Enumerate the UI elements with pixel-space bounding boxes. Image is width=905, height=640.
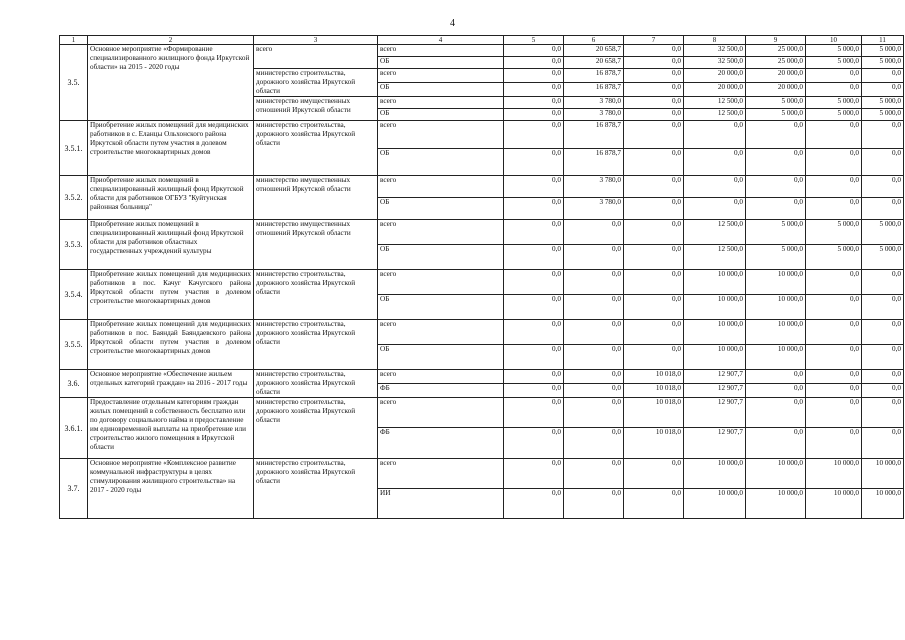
- amount-cell: 5 000,0: [806, 220, 862, 245]
- amount-cell: 0,0: [624, 69, 684, 83]
- amount-cell: 0,0: [684, 121, 746, 149]
- amount-cell: 0,0: [746, 121, 806, 149]
- amount-cell: 0,0: [504, 428, 564, 459]
- table-row: [60, 176, 904, 198]
- amount-cell: 0,0: [806, 295, 862, 320]
- column-number-cell: 8: [684, 36, 746, 45]
- table-row: [60, 398, 904, 428]
- funding-source-cell: ОБ: [378, 109, 504, 121]
- amount-cell: 10 000,0: [684, 320, 746, 345]
- amount-cell: 3 780,0: [564, 176, 624, 198]
- amount-cell: 10 000,0: [684, 295, 746, 320]
- table-row: [60, 320, 904, 345]
- amount-cell: 0,0: [624, 121, 684, 149]
- funding-source-cell: ОБ: [378, 345, 504, 370]
- column-number-row: [60, 36, 904, 45]
- amount-cell: 0,0: [624, 345, 684, 370]
- amount-cell: 12 907,7: [684, 370, 746, 384]
- amount-cell: 0,0: [564, 384, 624, 398]
- item-name: Основное мероприятие «Обеспечение жильем отдельных категорий граждан» на 2016 - 2017 годы: [88, 370, 254, 398]
- amount-cell: 0,0: [504, 384, 564, 398]
- amount-cell: 10 000,0: [684, 345, 746, 370]
- amount-cell: 0,0: [624, 45, 684, 57]
- item-code: 3.6.: [60, 370, 88, 398]
- amount-cell: 0,0: [862, 69, 904, 83]
- amount-cell: 0,0: [504, 97, 564, 109]
- amount-cell: 0,0: [624, 176, 684, 198]
- amount-cell: 5 000,0: [806, 109, 862, 121]
- amount-cell: 20 000,0: [684, 69, 746, 83]
- amount-cell: 0,0: [564, 270, 624, 295]
- amount-cell: 0,0: [504, 295, 564, 320]
- amount-cell: 0,0: [624, 295, 684, 320]
- amount-cell: 0,0: [862, 384, 904, 398]
- amount-cell: 0,0: [862, 270, 904, 295]
- item-code: 3.5.3.: [60, 220, 88, 270]
- item-name: Основное мероприятие «Формирование специализированного жилищного фонда Иркутской области» на 2015 - 2020 годы: [88, 45, 254, 121]
- amount-cell: 10 018,0: [624, 428, 684, 459]
- item-code: 3.5.4.: [60, 270, 88, 320]
- amount-cell: 0,0: [806, 69, 862, 83]
- amount-cell: 25 000,0: [746, 57, 806, 69]
- amount-cell: 0,0: [564, 345, 624, 370]
- amount-cell: 0,0: [504, 320, 564, 345]
- amount-cell: 10 000,0: [746, 345, 806, 370]
- amount-cell: 0,0: [564, 459, 624, 489]
- executor-cell: министерство строительства, дорожного хозяйства Иркутской области: [254, 121, 378, 176]
- amount-cell: 5 000,0: [806, 57, 862, 69]
- amount-cell: 0,0: [504, 245, 564, 270]
- funding-source-cell: всего: [378, 370, 504, 384]
- amount-cell: 5 000,0: [862, 245, 904, 270]
- amount-cell: 20 000,0: [684, 83, 746, 97]
- amount-cell: 10 018,0: [624, 370, 684, 384]
- amount-cell: 0,0: [504, 176, 564, 198]
- funding-source-cell: всего: [378, 459, 504, 489]
- amount-cell: 5 000,0: [746, 109, 806, 121]
- amount-cell: 0,0: [564, 428, 624, 459]
- amount-cell: 0,0: [564, 489, 624, 519]
- amount-cell: 0,0: [624, 320, 684, 345]
- amount-cell: 0,0: [806, 176, 862, 198]
- funding-source-cell: ИИ: [378, 489, 504, 519]
- funding-source-cell: ОБ: [378, 57, 504, 69]
- amount-cell: 0,0: [624, 459, 684, 489]
- amount-cell: 12 500,0: [684, 97, 746, 109]
- amount-cell: 10 000,0: [806, 489, 862, 519]
- funding-source-cell: ОБ: [378, 295, 504, 320]
- executor-cell: всего: [254, 45, 378, 69]
- funding-source-cell: ФБ: [378, 428, 504, 459]
- amount-cell: 16 878,7: [564, 149, 624, 176]
- amount-cell: 0,0: [684, 176, 746, 198]
- amount-cell: 0,0: [862, 198, 904, 220]
- amount-cell: 12 907,7: [684, 428, 746, 459]
- amount-cell: 0,0: [504, 398, 564, 428]
- amount-cell: 0,0: [862, 149, 904, 176]
- amount-cell: 0,0: [504, 83, 564, 97]
- column-number-cell: 1: [60, 36, 88, 45]
- amount-cell: 5 000,0: [806, 97, 862, 109]
- amount-cell: 32 500,0: [684, 45, 746, 57]
- amount-cell: 5 000,0: [746, 97, 806, 109]
- amount-cell: 5 000,0: [862, 220, 904, 245]
- amount-cell: 5 000,0: [862, 109, 904, 121]
- amount-cell: 10 018,0: [624, 384, 684, 398]
- column-number-cell: 5: [504, 36, 564, 45]
- amount-cell: 0,0: [806, 428, 862, 459]
- amount-cell: 32 500,0: [684, 57, 746, 69]
- table-row: [60, 459, 904, 489]
- amount-cell: 10 000,0: [862, 489, 904, 519]
- amount-cell: 16 878,7: [564, 69, 624, 83]
- amount-cell: 10 000,0: [684, 270, 746, 295]
- amount-cell: 0,0: [624, 270, 684, 295]
- column-number-cell: 7: [624, 36, 684, 45]
- executor-cell: министерство имущественных отношений Иркутской области: [254, 97, 378, 121]
- funding-source-cell: всего: [378, 69, 504, 83]
- amount-cell: 0,0: [862, 121, 904, 149]
- item-code: 3.5.1.: [60, 121, 88, 176]
- table-row: [60, 121, 904, 149]
- funding-source-cell: ОБ: [378, 149, 504, 176]
- item-name: Основное мероприятие «Комплексное развитие коммунальной инфраструктуры в целях стимулирования жилищного строительства» на 2017 - 2020 годы: [88, 459, 254, 519]
- amount-cell: 0,0: [806, 149, 862, 176]
- amount-cell: 10 000,0: [806, 459, 862, 489]
- amount-cell: 0,0: [504, 370, 564, 384]
- amount-cell: 0,0: [746, 398, 806, 428]
- amount-cell: 10 000,0: [746, 459, 806, 489]
- amount-cell: 12 907,7: [684, 384, 746, 398]
- amount-cell: 0,0: [746, 370, 806, 384]
- amount-cell: 0,0: [746, 428, 806, 459]
- column-number-cell: 10: [806, 36, 862, 45]
- amount-cell: 16 878,7: [564, 83, 624, 97]
- amount-cell: 0,0: [746, 198, 806, 220]
- item-name: Приобретение жилых помещений в специализированный жилищный фонд Иркутской области для работников ОГБУЗ "Куйтунская районная больница": [88, 176, 254, 220]
- amount-cell: 20 658,7: [564, 57, 624, 69]
- funding-source-cell: всего: [378, 121, 504, 149]
- amount-cell: 10 018,0: [624, 398, 684, 428]
- amount-cell: 0,0: [806, 384, 862, 398]
- amount-cell: 0,0: [504, 345, 564, 370]
- amount-cell: 0,0: [862, 370, 904, 384]
- funding-source-cell: ОБ: [378, 245, 504, 270]
- item-name: Приобретение жилых помещений для медицинских работников в с. Еланцы Ольхонского района Иркутской области путем участия в долевом строительстве многоквартирных домов: [88, 121, 254, 176]
- amount-cell: 5 000,0: [806, 45, 862, 57]
- amount-cell: 0,0: [806, 370, 862, 384]
- amount-cell: 0,0: [504, 198, 564, 220]
- item-code: 3.5.: [60, 45, 88, 121]
- amount-cell: 0,0: [624, 220, 684, 245]
- amount-cell: 0,0: [624, 109, 684, 121]
- amount-cell: 10 000,0: [746, 320, 806, 345]
- amount-cell: 0,0: [862, 176, 904, 198]
- executor-cell: министерство строительства, дорожного хозяйства Иркутской области: [254, 370, 378, 398]
- item-name: Приобретение жилых помещений в специализированный жилищный фонд Иркутской области для работников областных государственных учреждений культуры: [88, 220, 254, 270]
- amount-cell: 0,0: [806, 121, 862, 149]
- executor-cell: министерство строительства, дорожного хозяйства Иркутской области: [254, 270, 378, 320]
- amount-cell: 10 000,0: [746, 489, 806, 519]
- amount-cell: 12 907,7: [684, 398, 746, 428]
- amount-cell: 0,0: [746, 149, 806, 176]
- amount-cell: 3 780,0: [564, 198, 624, 220]
- column-number-cell: 2: [88, 36, 254, 45]
- amount-cell: 0,0: [564, 220, 624, 245]
- amount-cell: 0,0: [624, 57, 684, 69]
- funding-source-cell: всего: [378, 97, 504, 109]
- executor-cell: министерство строительства, дорожного хозяйства Иркутской области: [254, 69, 378, 97]
- amount-cell: 5 000,0: [746, 220, 806, 245]
- amount-cell: 5 000,0: [862, 57, 904, 69]
- amount-cell: 0,0: [504, 57, 564, 69]
- column-number-cell: 6: [564, 36, 624, 45]
- amount-cell: 0,0: [564, 320, 624, 345]
- funding-source-cell: ОБ: [378, 198, 504, 220]
- amount-cell: 0,0: [564, 295, 624, 320]
- item-name: Предоставление отдельным категориям граждан жилых помещений в собственность бесплатно или по договору социального найма и предоставление им единовременной выплаты на приобретение или строительство жилого помещения в Иркутской области: [88, 398, 254, 459]
- item-name: Приобретение жилых помещений для медицинских работников в пос. Качуг Качугского района Иркутской области путем участия в долевом строительстве многоквартирных домов: [88, 270, 254, 320]
- executor-cell: министерство строительства, дорожного хозяйства Иркутской области: [254, 459, 378, 519]
- item-code: 3.5.2.: [60, 176, 88, 220]
- amount-cell: 0,0: [564, 370, 624, 384]
- column-number-cell: 9: [746, 36, 806, 45]
- amount-cell: 0,0: [504, 45, 564, 57]
- amount-cell: 12 500,0: [684, 109, 746, 121]
- column-number-cell: 11: [862, 36, 904, 45]
- amount-cell: 12 500,0: [684, 245, 746, 270]
- executor-cell: министерство строительства, дорожного хозяйства Иркутской области: [254, 398, 378, 459]
- executor-cell: министерство имущественных отношений Иркутской области: [254, 176, 378, 220]
- amount-cell: 0,0: [862, 428, 904, 459]
- amount-cell: 5 000,0: [746, 245, 806, 270]
- amount-cell: 0,0: [624, 83, 684, 97]
- amount-cell: 10 000,0: [746, 270, 806, 295]
- amount-cell: 0,0: [806, 398, 862, 428]
- amount-cell: 0,0: [806, 320, 862, 345]
- funding-source-cell: всего: [378, 398, 504, 428]
- amount-cell: 0,0: [504, 109, 564, 121]
- amount-cell: 16 878,7: [564, 121, 624, 149]
- amount-cell: 0,0: [504, 489, 564, 519]
- amount-cell: 0,0: [504, 121, 564, 149]
- table-row: [60, 270, 904, 295]
- item-name: Приобретение жилых помещений для медицинских работников в пос. Баяндай Баяндаевского района Иркутской области путем участия в долевом строительстве многоквартирных домов: [88, 320, 254, 370]
- table-row: [60, 45, 904, 57]
- amount-cell: 0,0: [624, 198, 684, 220]
- executor-cell: министерство имущественных отношений Иркутской области: [254, 220, 378, 270]
- amount-cell: 0,0: [504, 220, 564, 245]
- amount-cell: 0,0: [746, 384, 806, 398]
- amount-cell: 0,0: [624, 489, 684, 519]
- amount-cell: 0,0: [504, 459, 564, 489]
- amount-cell: 3 780,0: [564, 109, 624, 121]
- funding-source-cell: всего: [378, 320, 504, 345]
- amount-cell: 20 658,7: [564, 45, 624, 57]
- amount-cell: 10 000,0: [746, 295, 806, 320]
- funding-source-cell: всего: [378, 176, 504, 198]
- amount-cell: 3 780,0: [564, 97, 624, 109]
- funding-source-cell: всего: [378, 270, 504, 295]
- amount-cell: 12 500,0: [684, 220, 746, 245]
- column-number-cell: 4: [378, 36, 504, 45]
- amount-cell: 5 000,0: [806, 245, 862, 270]
- funding-source-cell: ОБ: [378, 83, 504, 97]
- amount-cell: 0,0: [624, 149, 684, 176]
- amount-cell: 0,0: [684, 149, 746, 176]
- funding-source-cell: всего: [378, 45, 504, 57]
- funding-source-cell: всего: [378, 220, 504, 245]
- amount-cell: 0,0: [862, 398, 904, 428]
- amount-cell: 0,0: [806, 83, 862, 97]
- amount-cell: 20 000,0: [746, 83, 806, 97]
- amount-cell: 5 000,0: [862, 45, 904, 57]
- amount-cell: 0,0: [564, 398, 624, 428]
- amount-cell: 0,0: [564, 245, 624, 270]
- amount-cell: 0,0: [862, 295, 904, 320]
- amount-cell: 0,0: [504, 149, 564, 176]
- amount-cell: 5 000,0: [862, 97, 904, 109]
- amount-cell: 20 000,0: [746, 69, 806, 83]
- column-number-cell: 3: [254, 36, 378, 45]
- amount-cell: 10 000,0: [862, 459, 904, 489]
- funding-source-cell: ФБ: [378, 384, 504, 398]
- amount-cell: 0,0: [624, 97, 684, 109]
- amount-cell: 0,0: [806, 345, 862, 370]
- table-row: [60, 370, 904, 384]
- amount-cell: 0,0: [806, 198, 862, 220]
- amount-cell: 0,0: [806, 270, 862, 295]
- item-code: 3.5.5.: [60, 320, 88, 370]
- amount-cell: 0,0: [862, 83, 904, 97]
- program-table: [59, 35, 904, 519]
- executor-cell: министерство строительства, дорожного хозяйства Иркутской области: [254, 320, 378, 370]
- amount-cell: 0,0: [504, 270, 564, 295]
- amount-cell: 0,0: [624, 245, 684, 270]
- amount-cell: 25 000,0: [746, 45, 806, 57]
- amount-cell: 10 000,0: [684, 459, 746, 489]
- amount-cell: 0,0: [746, 176, 806, 198]
- page-number: 4: [450, 18, 455, 29]
- amount-cell: 0,0: [862, 345, 904, 370]
- amount-cell: 0,0: [684, 198, 746, 220]
- table-row: [60, 220, 904, 245]
- item-code: 3.7.: [60, 459, 88, 519]
- amount-cell: 0,0: [862, 320, 904, 345]
- amount-cell: 10 000,0: [684, 489, 746, 519]
- amount-cell: 0,0: [504, 69, 564, 83]
- item-code: 3.6.1.: [60, 398, 88, 459]
